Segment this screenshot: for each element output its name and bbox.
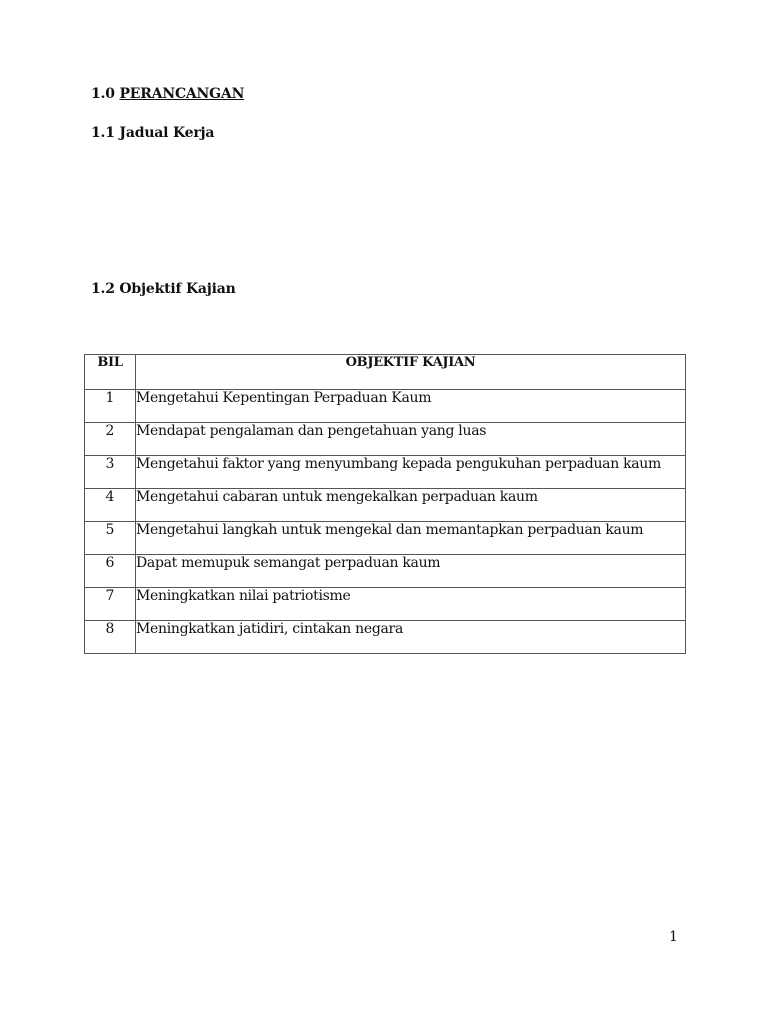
row-objective: Mengetahui Kepentingan Perpaduan Kaum bbox=[136, 390, 686, 423]
row-objective: Dapat memupuk semangat perpaduan kaum bbox=[136, 555, 686, 588]
row-number: 5 bbox=[85, 522, 136, 555]
row-number: 8 bbox=[85, 621, 136, 654]
table-row bbox=[85, 423, 686, 456]
row-number: 3 bbox=[85, 456, 136, 489]
row-objective: Mengetahui cabaran untuk mengekalkan perpaduan kaum bbox=[136, 489, 686, 522]
header-bil: BIL bbox=[85, 355, 136, 390]
row-objective: Meningkatkan nilai patriotisme bbox=[136, 588, 686, 621]
row-number: 2 bbox=[85, 423, 136, 456]
row-objective: Mengetahui langkah untuk mengekal dan memantapkan perpaduan kaum bbox=[136, 522, 686, 555]
section-heading-perancangan bbox=[91, 86, 244, 102]
page-number: 1 bbox=[669, 929, 678, 945]
section-title: PERANCANGAN bbox=[119, 86, 245, 102]
row-number: 1 bbox=[85, 390, 136, 423]
table-row bbox=[85, 489, 686, 522]
row-number: 4 bbox=[85, 489, 136, 522]
table-row bbox=[85, 588, 686, 621]
row-number: 6 bbox=[85, 555, 136, 588]
row-number: 7 bbox=[85, 588, 136, 621]
objektif-table bbox=[84, 354, 686, 654]
table-row bbox=[85, 390, 686, 423]
table-row bbox=[85, 456, 686, 489]
row-objective: Mendapat pengalaman dan pengetahuan yang luas bbox=[136, 423, 686, 456]
table-header-row bbox=[85, 355, 686, 390]
subsection-heading-jadual-kerja: 1.1 Jadual Kerja bbox=[91, 125, 215, 141]
row-objective: Mengetahui faktor yang menyumbang kepada pengukuhan perpaduan kaum bbox=[136, 456, 686, 489]
table-row bbox=[85, 555, 686, 588]
table-row bbox=[85, 522, 686, 555]
row-objective: Meningkatkan jatidiri, cintakan negara bbox=[136, 621, 686, 654]
header-objektif: OBJEKTIF KAJIAN bbox=[136, 355, 686, 390]
section-number: 1.0 bbox=[91, 86, 115, 102]
subsection-heading-objektif-kajian: 1.2 Objektif Kajian bbox=[91, 281, 236, 297]
table-row bbox=[85, 621, 686, 654]
